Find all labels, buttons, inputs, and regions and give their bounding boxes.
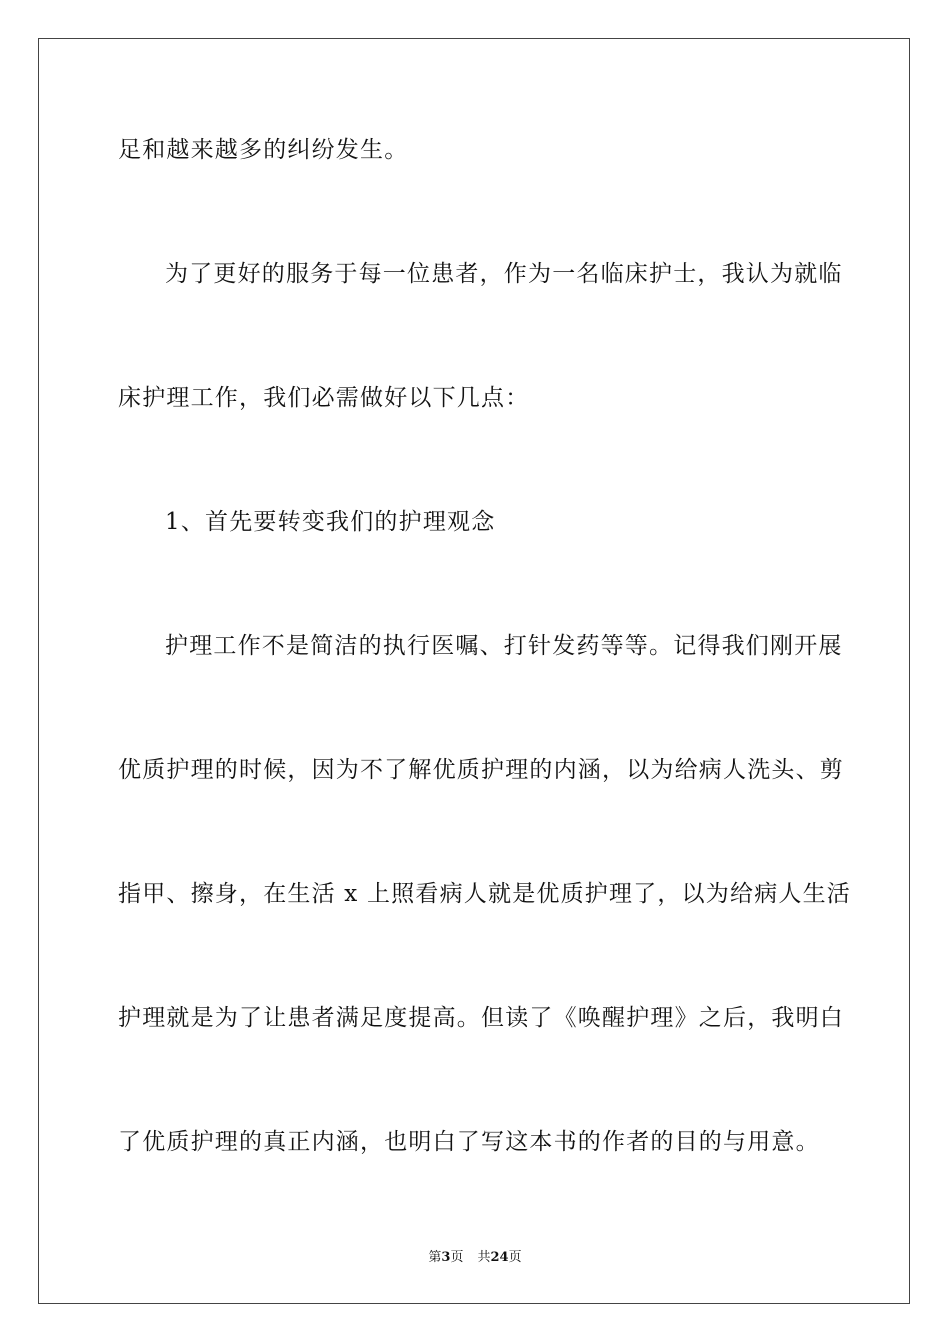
footer-total-pages: 24 <box>490 1250 509 1265</box>
footer-page-suffix: 页 <box>450 1250 464 1265</box>
page-footer <box>0 1246 950 1265</box>
paragraph-line-5: 护理工作不是简洁的执行医嘱、打针发药等等。记得我们刚开展 <box>165 633 843 659</box>
page-border <box>38 38 910 1304</box>
footer-page-number: 3 <box>441 1250 451 1265</box>
paragraph-line-3: 床护理工作，我们必需做好以下几点： <box>118 385 530 411</box>
paragraph-line-9: 了优质护理的真正内涵，也明白了写这本书的作者的目的与用意。 <box>118 1129 820 1155</box>
paragraph-line-2: 为了更好的服务于每一位患者，作为一名临床护士，我认为就临 <box>165 261 843 287</box>
paragraph-line-8: 护理就是为了让患者满足度提高。但读了《唤醒护理》之后，我明白 <box>118 1005 844 1031</box>
paragraph-line-6: 优质护理的时候，因为不了解优质护理的内涵，以为给病人洗头、剪 <box>118 757 844 783</box>
paragraph-line-1: 足和越来越多的纠纷发生。 <box>118 137 409 163</box>
paragraph-line-7: 指甲、擦身，在生活 x 上照看病人就是优质护理了，以为给病人生活 <box>118 881 851 907</box>
footer-total-suffix: 页 <box>508 1250 522 1265</box>
footer-total-prefix: 共 <box>477 1250 491 1265</box>
footer-page-prefix: 第 <box>428 1250 442 1265</box>
section-heading: 1、首先要转变我们的护理观念 <box>165 509 496 535</box>
